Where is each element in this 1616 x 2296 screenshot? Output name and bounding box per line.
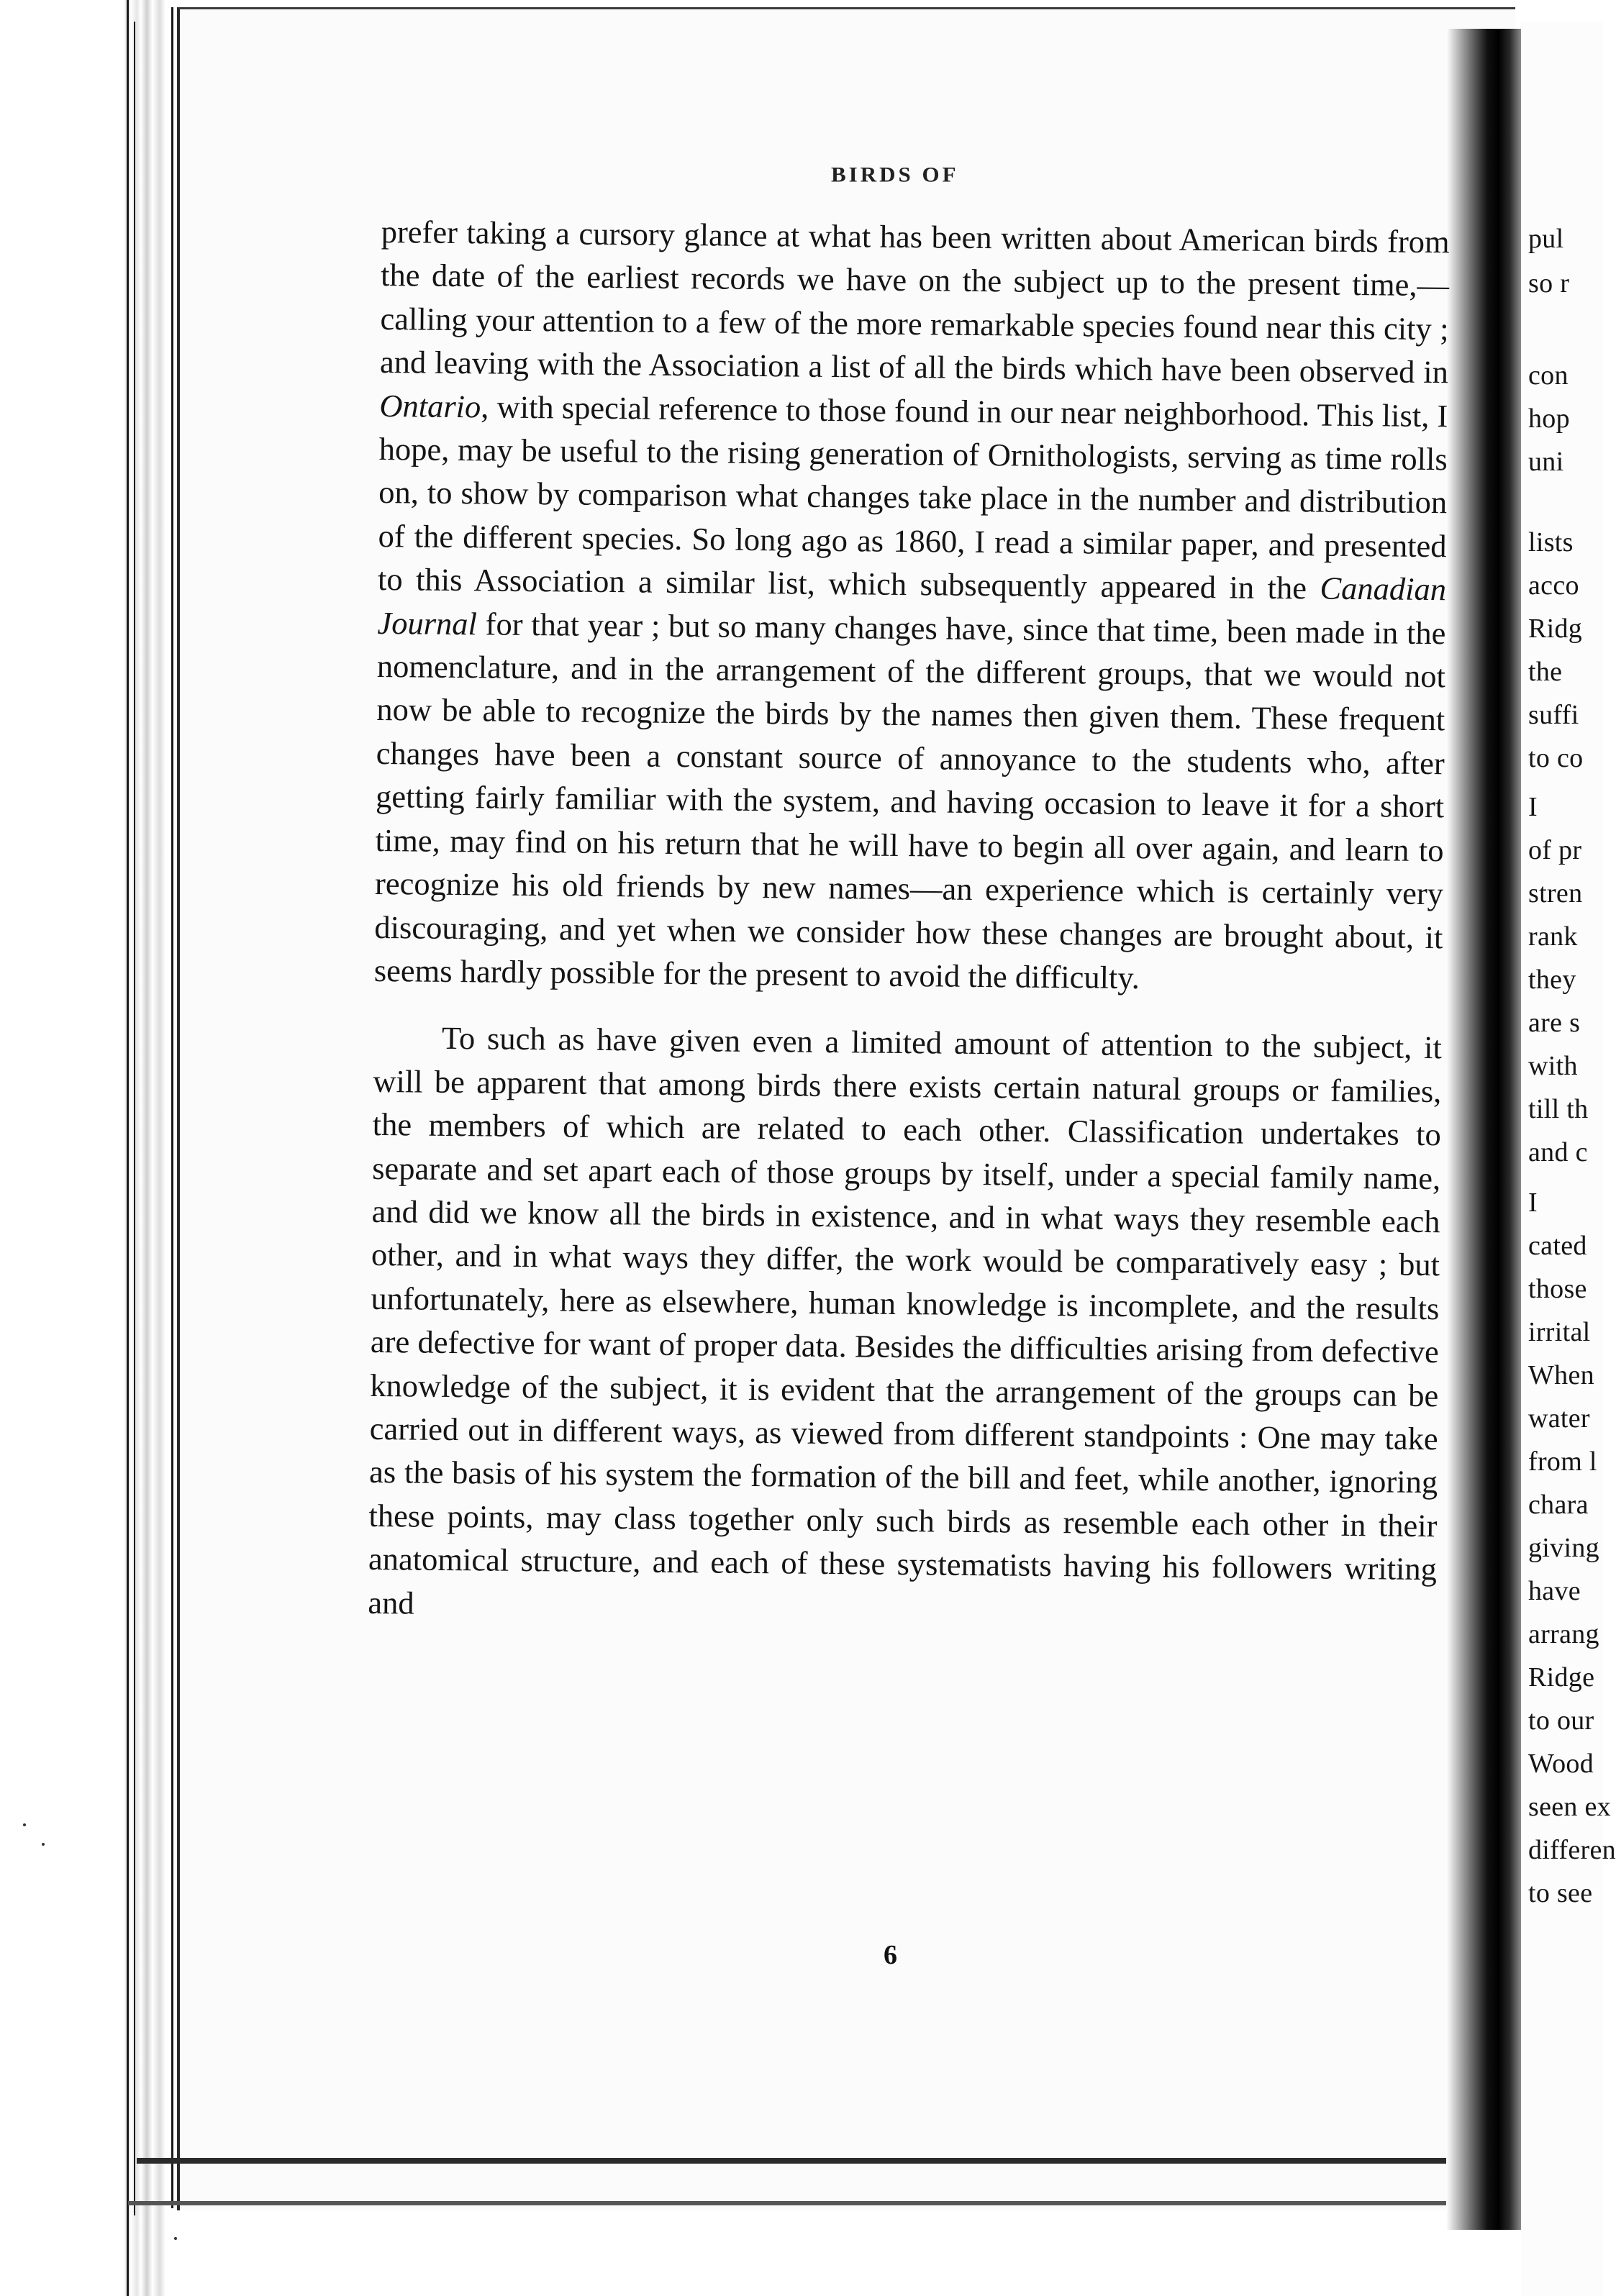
facing-page-fragment: from l [1528,1447,1597,1477]
facing-page-fragment: to see [1528,1878,1593,1908]
facing-page-fragment: are s [1528,1008,1581,1038]
facing-page-fragment: acco [1528,570,1579,601]
facing-page-fragment: pul [1528,224,1564,254]
facing-page-fragment: seen ex [1528,1792,1611,1822]
facing-page-fragment: to our [1528,1705,1594,1736]
body-text [368,210,1450,1634]
facing-page-fragment: uni [1528,447,1564,477]
facing-page-fragment: hop [1528,404,1570,434]
page-number: 6 [884,1940,897,1970]
facing-page-fragment: to co [1528,743,1584,773]
facing-page-fragment: I [1528,792,1538,822]
facing-page-fragment: with [1528,1051,1578,1081]
facing-page-fragment: of pr [1528,835,1582,865]
page-stack-line [171,7,173,2208]
facing-page-fragment: till th [1528,1094,1589,1124]
facing-page-fragment: irrital [1528,1317,1591,1347]
paragraph-1: prefer taking a cursory glance at what has been written about American birds from the date of the earliest records we have on the subject up to the present time,—calling your attention to a few of the more remarkable species found near this city ; and leaving with the Association a list of all the birds which have been observed in Ontario, with special reference to those found in our near neighborhood. This list, I hope, may be useful to the rising generation of Ornithologists, serving as time rolls on, to show by comparison what changes take place in the number and distribution of the different species. So long ago as 1860, I read a similar paper, and presented to this Association a similar list, which subsequently appeared in the Canadian Journal for that year ; but so many changes have, since that time, been made in the nomenclature, and in the arrangement of the different groups, that we would not now be able to recognize the birds by the names then given them. These frequent changes have been a constant source of annoyance to the students who, after getting fairly familiar with the system, and having occasion to leave it for a short time, may find on his return that he will have to begin all over again, and learn to recognize his old friends by new names—an experience which is certainly very discouraging, and yet when we consider how these changes are brought about, it seems hardly possible for the present to avoid the difficulty. [373,213,1450,996]
facing-page-fragment: rank [1528,921,1578,952]
facing-page-fragment: differen [1528,1835,1616,1865]
facing-page [1521,22,1616,2296]
scan-speck [23,1823,26,1826]
facing-page-fragment: stren [1528,878,1583,908]
facing-page-fragment: they [1528,965,1576,995]
book-gutter-shadow [1446,29,1521,2230]
running-head: BIRDS OF [831,162,959,187]
facing-page-fragment: those [1528,1274,1587,1304]
facing-page-fragment: Ridge [1528,1662,1595,1693]
facing-page-fragment: giving [1528,1533,1599,1563]
facing-page-fragment: con [1528,360,1569,391]
scan-speck [174,2237,177,2240]
page-bottom-edge [137,2158,1504,2164]
facing-page-fragment: lists [1528,527,1574,557]
facing-page-fragment: Wood [1528,1749,1594,1779]
facing-page-fragment: the [1528,657,1563,687]
facing-page-fragment: Ridg [1528,614,1583,644]
facing-page-fragment: suffi [1528,700,1579,730]
scan-speck [42,1843,45,1846]
facing-page-fragment: I [1528,1188,1538,1218]
facing-page-fragment: so r [1528,268,1570,299]
facing-page-fragment: chara [1528,1490,1589,1520]
scan-page-stack-edge [124,0,177,2296]
page-bottom-edge [128,2201,1517,2205]
paragraph-2: To such as have given even a limited amount of attention to the subject, it will be apparent that among birds there exists certain natural groups or families, the members of which are related to each other. Classification undertakes to separate and set apart each of those groups by itself, under a special family name, and did we know all the birds in existence, and in what ways they resemble each other, and in what ways they differ, the work would be comparatively easy ; but unfortunately, here as elsewhere, human knowledge is incomplete, and the results are defective for want of proper data. Besides the difficulties arising from defective knowledge of the subject, it is evident that the arrangement of the groups can be carried out in different ways, as viewed from different standpoints : One may take as the basis of his system the formation of the bill and feet, while another, ignoring these points, may class together only such birds as resemble each other in their anatomical structure, and each of these systematists having his followers writing and [368,1020,1443,1621]
facing-page-fragment: When [1528,1360,1594,1390]
facing-page-fragment: water [1528,1403,1590,1434]
facing-page-fragment: arrang [1528,1619,1599,1649]
facing-page-fragment: and c [1528,1137,1588,1167]
page-stack-line [127,0,129,2296]
page-stack-line [134,22,135,2215]
facing-page-fragment: cated [1528,1231,1587,1261]
facing-page-fragment: have [1528,1576,1581,1606]
